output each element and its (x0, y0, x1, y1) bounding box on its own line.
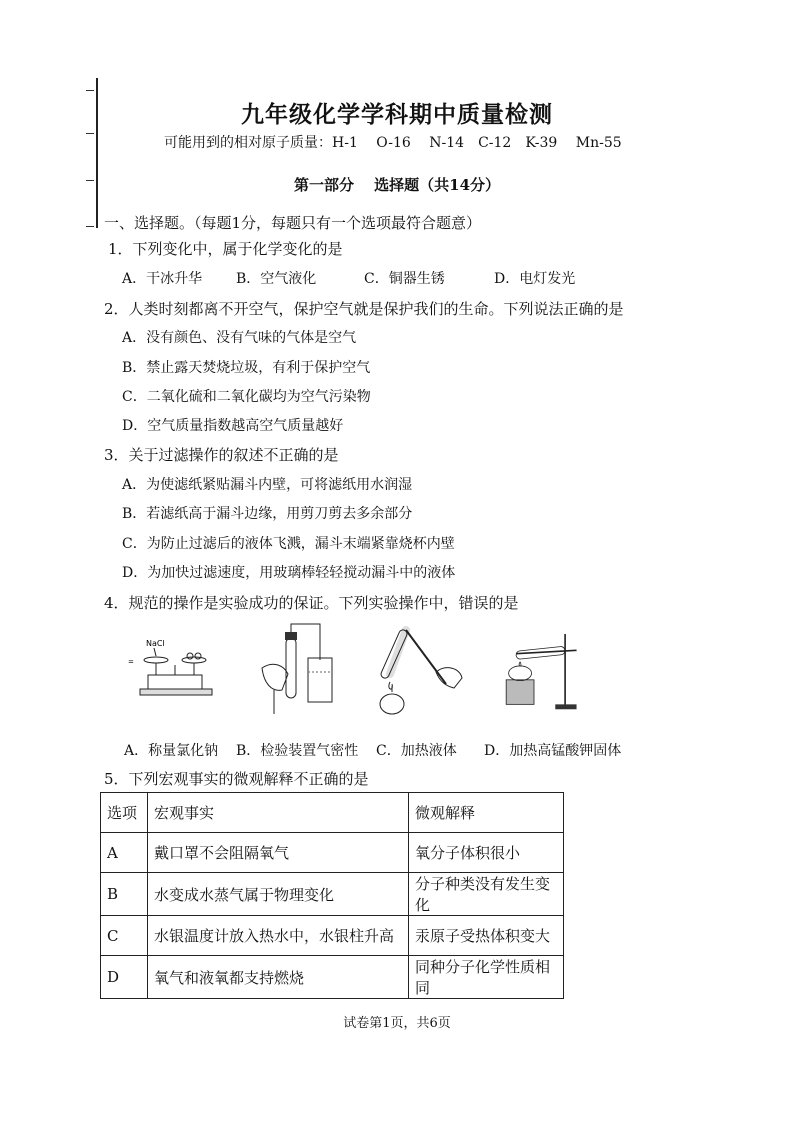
table-cell: C (101, 916, 148, 956)
table-row (101, 916, 564, 956)
binding-margin-tick (86, 90, 94, 91)
experiment-figures (126, 620, 606, 720)
binding-margin-tick (86, 226, 94, 227)
nacl-label: NaCl (146, 639, 165, 648)
q4-option-b: B．检验装置气密性 (236, 743, 359, 759)
q1-option-b: B．空气液化 (236, 271, 317, 287)
binding-margin-tick (86, 133, 94, 134)
exam-title: 九年级化学学科期中质量检测 (241, 101, 553, 128)
q2-option-c: C．二氧化硫和二氧化碳均为空气污染物 (122, 389, 371, 405)
q3-option-d: D．为加快过滤速度，用玻璃棒轻轻搅动漏斗中的液体 (122, 565, 456, 581)
q3-option-b: B．若滤纸高于漏斗边缘，用剪刀剪去多余部分 (122, 506, 413, 522)
table-row (101, 956, 564, 999)
atomic-masses-note: 可能用到的相对原子质量：H-1 O-16 N-14 C-12 K-39 Mn-55 (164, 135, 622, 151)
table-cell: 水银温度计放入热水中，水银柱升高 (148, 916, 409, 956)
table-header-row (101, 793, 564, 833)
table-cell: 水变成水蒸气属于物理变化 (148, 873, 409, 916)
table-cell: 氧气和液氧都支持燃烧 (148, 956, 409, 999)
q1-option-a: A．干冰升华 (122, 271, 203, 287)
table-row (101, 873, 564, 916)
table-cell: 氧分子体积很小 (409, 833, 564, 873)
table-row (101, 833, 564, 873)
table-cell: 同种分子化学性质相同 (409, 956, 564, 999)
svg-text:=: = (128, 658, 134, 666)
question-2-stem: 2．人类时刻都离不开空气，保护空气就是保护我们的生命。下列说法正确的是 (104, 300, 624, 318)
page-footer: 试卷第1页，共6页 (343, 1016, 451, 1031)
table-cell: 分子种类没有发生变化 (409, 873, 564, 916)
q2-option-b: B．禁止露天焚烧垃圾，有利于保护空气 (122, 360, 371, 376)
q5-table (100, 792, 564, 999)
heating-liquid-figure (376, 620, 466, 720)
q4-option-d: D．加热高锰酸钾固体 (484, 743, 622, 759)
table-header-cell: 选项 (101, 793, 148, 833)
instructions: 一、选择题。（每题1分，每题只有一个选项最符合题意） (104, 214, 482, 232)
table-header-cell: 微观解释 (409, 793, 564, 833)
table-cell: B (101, 873, 148, 916)
table-cell: D (101, 956, 148, 999)
table-cell: A (101, 833, 148, 873)
question-5-stem: 5．下列宏观事实的微观解释不正确的是 (104, 770, 369, 788)
question-3-stem: 3．关于过滤操作的叙述不正确的是 (104, 446, 339, 464)
q1-option-c: C．铜器生锈 (364, 271, 445, 287)
q4-option-c: C．加热液体 (376, 743, 457, 759)
table-header-cell: 宏观事实 (148, 793, 409, 833)
q2-option-d: D．空气质量指数越高空气质量越好 (122, 418, 344, 434)
table-cell: 戴口罩不会阻隔氧气 (148, 833, 409, 873)
section-title: 第一部分 选择题（共14分） (293, 176, 501, 194)
balance-weighing-figure (126, 620, 216, 720)
question-4-stem: 4．规范的操作是实验成功的保证。下列实验操作中，错误的是 (104, 594, 519, 612)
heating-kmno4-figure (498, 620, 588, 720)
airtightness-check-figure (252, 620, 342, 720)
q1-option-d: D．电灯发光 (494, 271, 576, 287)
q2-option-a: A．没有颜色、没有气味的气体是空气 (122, 330, 357, 346)
table-cell: 汞原子受热体积变大 (409, 916, 564, 956)
question-1-stem: 1．下列变化中，属于化学变化的是 (108, 240, 343, 258)
q3-option-a: A．为使滤纸紧贴漏斗内壁，可将滤纸用水润湿 (122, 477, 413, 493)
q4-option-a: A．称量氯化钠 (124, 743, 219, 759)
q3-option-c: C．为防止过滤后的液体飞溅，漏斗末端紧靠烧杯内壁 (122, 536, 455, 552)
